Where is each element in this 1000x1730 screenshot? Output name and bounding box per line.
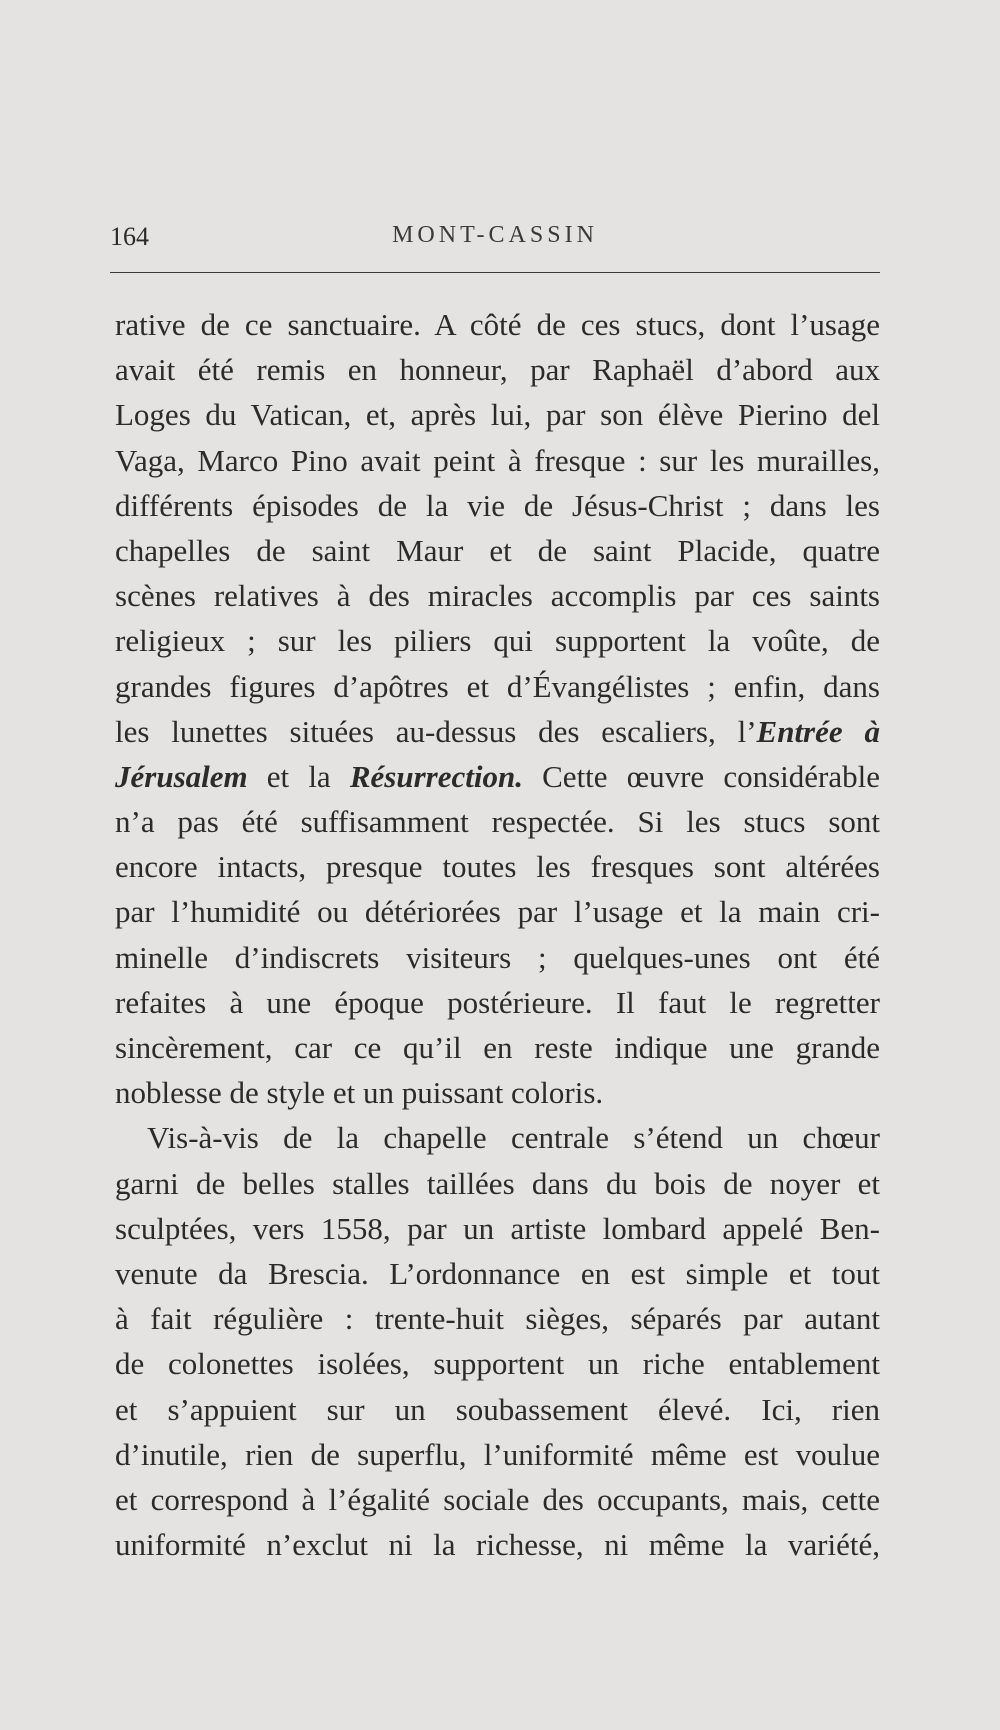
text-line: sculptées, vers 1558, par un artiste lombard appelé Ben- [115,1210,880,1246]
italic-title: Résurrection. [349,758,523,794]
text-line: minelle d’indiscrets visiteurs ; quelques-unes ont été [115,939,880,975]
text-line: religieux ; sur les piliers qui supportent la voûte, de [115,623,880,659]
page-header [110,222,880,262]
text-line: noblesse de style et un puissant coloris. [115,1075,604,1111]
text-line: n’a pas été suffisamment respectée. Si les stucs sont [115,804,880,840]
text-segment: les lunettes situées au-dessus des escaliers, l’ [115,713,757,749]
text-line: différents épisodes de la vie de Jésus-Christ ; dans les [115,487,880,523]
text-line: avait été remis en honneur, par Raphaël d’abord aux [115,352,880,388]
text-line: uniformité n’exclut ni la richesse, ni même la variété, [115,1527,880,1563]
text-line-with-italic [115,754,880,799]
text-line: de colonettes isolées, supportent un riche entablement [115,1346,880,1382]
text-line: par l’humidité ou détériorées par l’usage et la main cri- [115,894,880,930]
text-line-with-italic [115,709,880,754]
text-line: chapelles de saint Maur et de saint Placide, quatre [115,532,880,568]
text-line: et correspond à l’égalité sociale des occupants, mais, cette [115,1481,880,1517]
text-line: refaites à une époque postérieure. Il faut le regretter [115,984,880,1020]
text-line: grandes figures d’apôtres et d’Évangélistes ; enfin, dans [115,668,880,704]
text-line: garni de belles stalles taillées dans du bois de noyer et [115,1165,880,1201]
page-number: 164 [110,222,149,251]
text-line: rative de ce sanctuaire. A côté de ces stucs, dont l’usage [115,307,880,342]
body-text [115,302,880,1567]
header-rule [110,272,880,273]
text-line: Vaga, Marco Pino avait peint à fresque : sur les murailles, [115,442,880,478]
text-segment: Cette œuvre considérable [522,758,880,794]
text-line: Loges du Vatican, et, après lui, par son élève Pierino del [115,397,880,433]
text-line: et s’appuient sur un soubassement élevé. Ici, rien [115,1391,880,1427]
text-line: Vis-à-vis de la chapelle centrale s’étend un chœur [147,1120,880,1156]
text-segment: et la [247,758,350,794]
text-line: d’inutile, rien de superflu, l’uniformité même est voulue [115,1436,880,1472]
running-title: MONT-CASSIN [392,222,598,248]
text-line: sincèrement, car ce qu’il en reste indique une grande [115,1030,880,1065]
text-line: encore intacts, presque toutes les fresques sont altérées [115,849,880,885]
text-line: venute da Brescia. L’ordonnance en est simple et tout [115,1255,880,1291]
text-line: à fait régulière : trente-huit sièges, séparés par autant [115,1301,880,1337]
text-line: scènes relatives à des miracles accomplis par ces saints [115,578,880,614]
italic-title: Entrée à [756,713,880,749]
italic-title: Jérusalem [115,758,248,794]
